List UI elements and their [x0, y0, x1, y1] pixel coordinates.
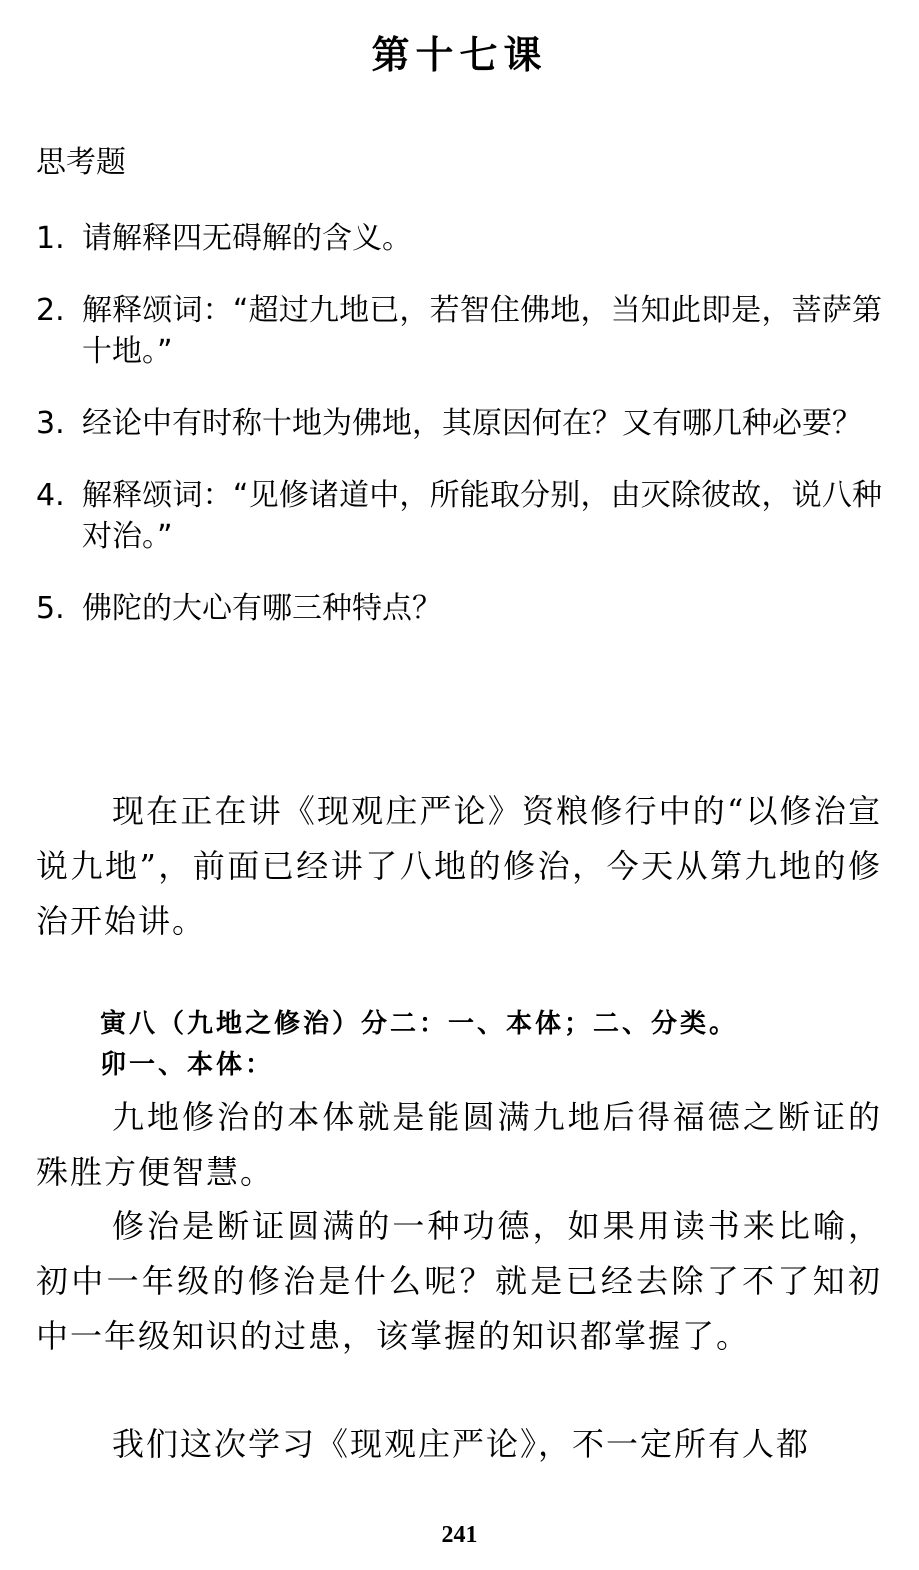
question-item: [36, 588, 882, 629]
question-number: 5.: [36, 591, 65, 626]
question-text: 佛陀的大心有哪三种特点？: [82, 591, 442, 626]
question-item: [36, 403, 882, 444]
question-text: 解释颂词：“超过九地已，若智住佛地，当知此即是，菩萨第十地。”: [82, 293, 882, 369]
subsection-heading: 卯一、本体：: [100, 1050, 275, 1080]
question-item: [36, 475, 882, 557]
question-number: 2.: [36, 293, 65, 328]
body-paragraph: 九地修治的本体就是能圆满九地后得福德之断证的殊胜方便智慧。: [36, 1098, 882, 1191]
body-paragraph: 修治是断证圆满的一种功德，如果用读书来比喻，初中一年级的修治是什么呢？就是已经去除了不了知初中一年级知识的过患，该掌握的知识都掌握了。: [36, 1207, 882, 1355]
question-number: 1.: [36, 221, 65, 256]
page-number: 241: [441, 1522, 478, 1548]
intro-paragraph: 现在正在讲《现观庄严论》资粮修行中的“以修治宣说九地”，前面已经讲了八地的修治，今天从第九地的修治开始讲。: [36, 792, 882, 940]
question-number: 3.: [36, 406, 65, 441]
body-paragraph: 我们这次学习《现观庄严论》，不一定所有人都: [112, 1425, 811, 1463]
questions-label: 思考题: [36, 145, 126, 180]
question-text: 经论中有时称十地为佛地，其原因何在？又有哪几种必要？: [82, 406, 862, 441]
page-title: 第十七课: [371, 32, 548, 77]
question-text: 请解释四无碍解的含义。: [82, 221, 412, 256]
question-text: 解释颂词：“见修诸道中，所能取分别，由灭除彼故，说八种对治。”: [82, 478, 882, 554]
question-item: [36, 218, 882, 259]
questions-list: [36, 218, 882, 660]
question-item: [36, 290, 882, 372]
question-number: 4.: [36, 478, 65, 513]
section-heading: 寅八（九地之修治）分二：一、本体；二、分类。: [100, 1009, 739, 1039]
